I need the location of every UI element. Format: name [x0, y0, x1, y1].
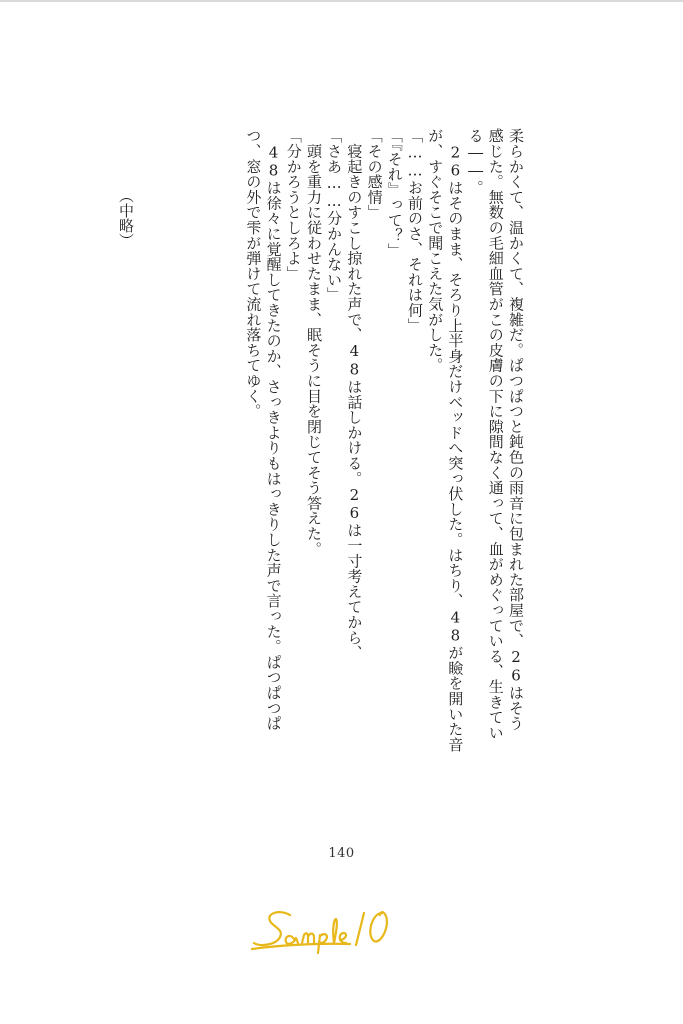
- body-line: 「さあ……分かんない」: [325, 128, 344, 303]
- body-line: 26はそのまま、そろり上半身だけベッドへ突っ伏した。はちり、48が瞼を開いた音: [446, 128, 465, 752]
- body-line: 「『それ』って？」: [385, 128, 404, 259]
- body-line: 感じた。無数の毛細血管がこの皮膚の下に隙間なく通って、血がめぐっている、生きてい: [486, 128, 505, 740]
- omission-marker: （中略）: [117, 188, 135, 248]
- vertical-body-text: [243, 128, 526, 830]
- sample-watermark-logo: [250, 905, 410, 957]
- page-top-edge: [0, 0, 683, 2]
- body-line: 頭を重力に従わせたまま、眠そうに目を閉じてそう答えた。: [304, 128, 323, 557]
- body-line: 寝起きのすこし掠れた声で、48は話しかける。26は一寸考えてから、: [345, 128, 364, 661]
- body-line: つ、窓の外で雫が弾けて流れ落ちてゆく。: [244, 128, 263, 419]
- body-line: 柔らかくて、温かくて、複雑だ。ぱつぱつと鈍色の雨音に包まれた部屋で、26はそう: [507, 128, 525, 731]
- body-line: 48は徐々に覚醒してきたのか、さっきよりもはっきりした声で言った。ぱつぱつぱ: [264, 128, 283, 731]
- body-line: 「分かろうとしろよ」: [284, 128, 303, 281]
- body-line: 「その感情」: [365, 128, 384, 220]
- body-line: る――。: [466, 128, 485, 196]
- body-line: が、すぐそこで聞こえた気がした。: [426, 128, 445, 373]
- page-number: 140: [328, 846, 355, 861]
- body-line: 「……お前のさ、それは何」: [405, 128, 424, 333]
